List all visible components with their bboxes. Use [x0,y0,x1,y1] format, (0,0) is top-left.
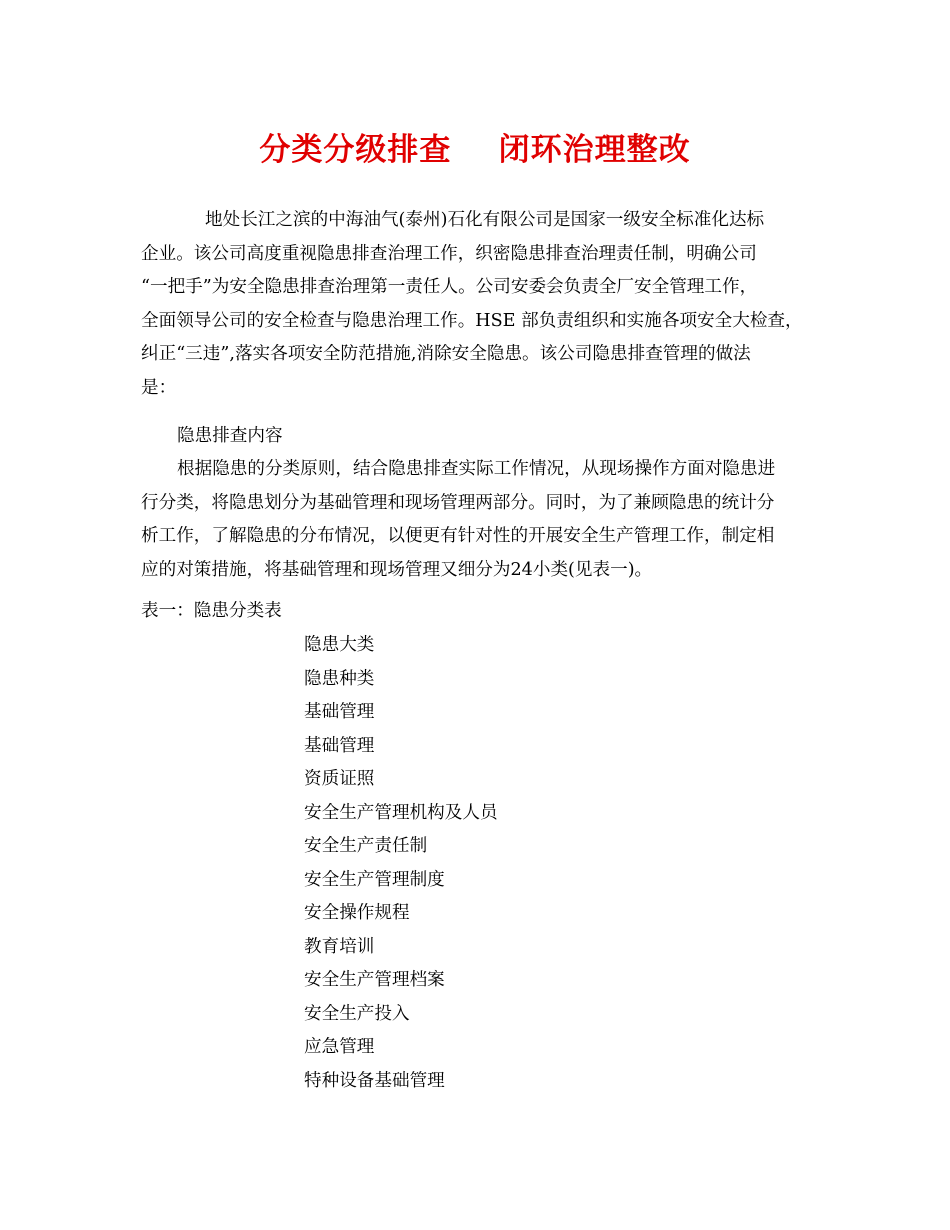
paragraph-line: 根据隐患的分类原则，结合隐患排查实际工作情况，从现场操作方面对隐患进 [177,459,776,479]
table-caption: 表一：隐患分类表 [141,601,282,621]
list-item: 特种设备基础管理 [304,1070,445,1091]
list-item: 基础管理 [304,735,375,756]
list-item: 安全生产管理制度 [304,869,445,890]
paragraph-line: 企业。该公司高度重视隐患排查治理工作，织密隐患排查治理责任制，明确公司 [141,243,757,264]
list-item: 安全生产管理档案 [304,970,445,990]
paragraph-line: 纠正“三违”,落实各项安全防范措施,消除安全隐患。该公司隐患排查管理的做法 [141,344,751,364]
list-item: 安全生产责任制 [304,836,428,856]
list-item: 教育培训 [304,936,375,957]
paragraph-line: 行分类，将隐患划分为基础管理和现场管理两部分。同时，为了兼顾隐患的统计分 [141,492,775,513]
list-item: 安全操作规程 [304,903,410,923]
document-title: 分类分级排查 闭环治理整改 [259,132,691,168]
paragraph-line: 地处长江之滨的中海油气(泰州)石化有限公司是国家一级安全标准化达标 [205,210,765,230]
hazard-category-list [304,629,498,1098]
classification-paragraph [141,453,816,587]
list-item: 隐患种类 [304,668,375,689]
list-item: 安全生产投入 [304,1003,410,1024]
paragraph-line: 是： [141,377,177,398]
paragraph-line: 全面领导公司的安全检查与隐患治理工作。HSE 部负责组织和实施各项安全大检查， [141,310,803,331]
list-item: 隐患大类 [304,635,375,655]
paragraph-line: 应的对策措施，将基础管理和现场管理又细分为24小类(见表一)。 [141,559,653,580]
list-item: 基础管理 [304,702,375,722]
paragraph-line: 析工作，了解隐患的分布情况，以便更有针对性的开展安全生产管理工作，制定相 [141,526,775,546]
section-heading: 隐患排查内容 [177,426,283,446]
list-item: 安全生产管理机构及人员 [304,802,498,823]
intro-paragraph [141,204,816,405]
paragraph-line: “一把手”为安全隐患排查治理第一责任人。公司安委会负责全厂安全管理工作， [141,277,758,297]
list-item: 资质证照 [304,769,375,789]
list-item: 应急管理 [304,1037,375,1057]
